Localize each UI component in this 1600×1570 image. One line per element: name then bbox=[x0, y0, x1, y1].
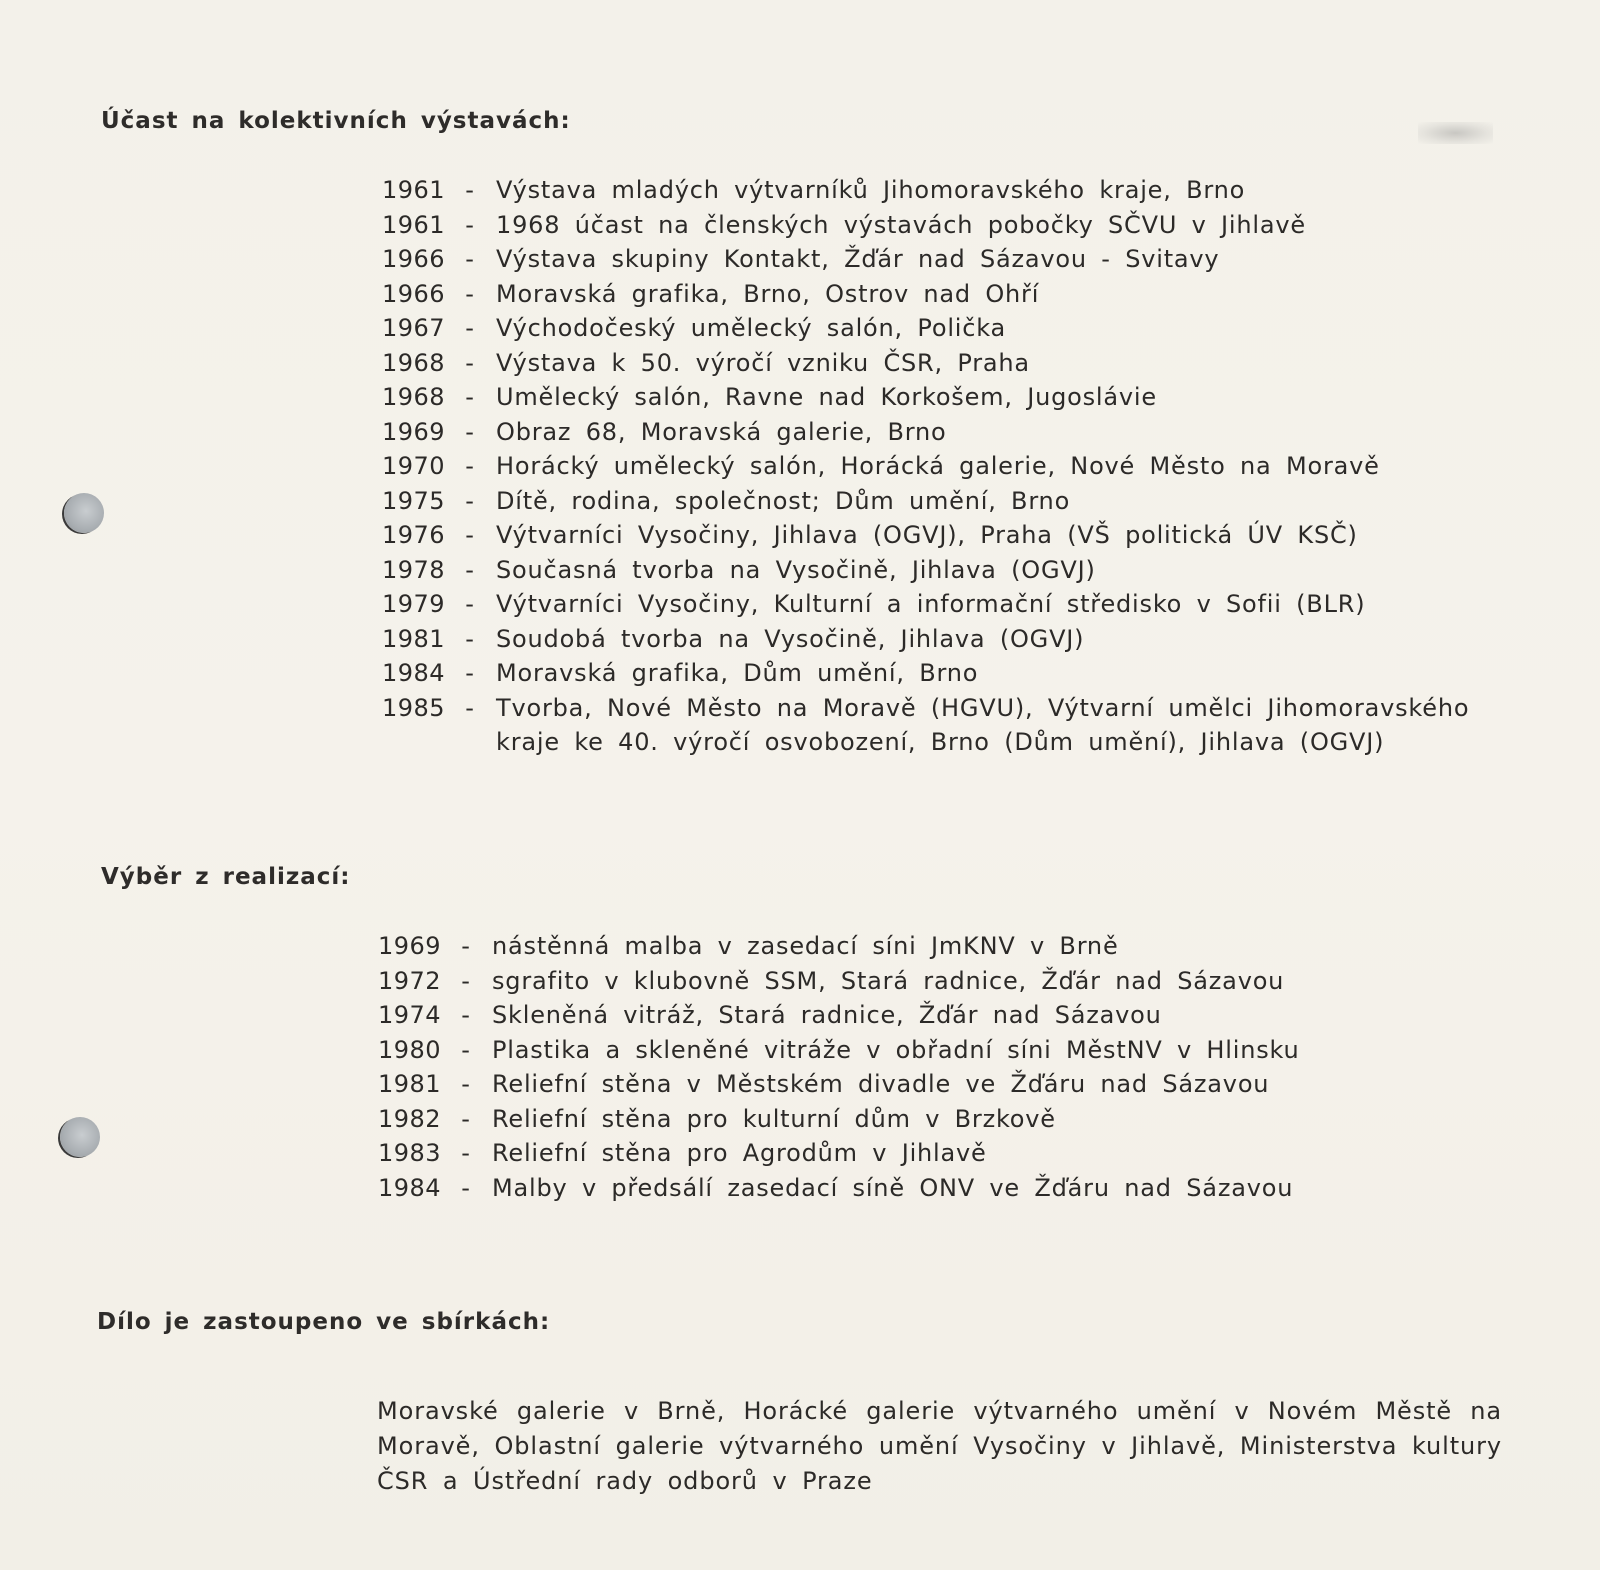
list-item bbox=[378, 1171, 1398, 1206]
realization-text: Reliefní stěna v Městském divadle ve Žďáru nad Sázavou bbox=[492, 1070, 1270, 1098]
dash: - bbox=[461, 1104, 471, 1133]
dash: - bbox=[465, 555, 475, 584]
realization-text: Plastika a skleněné vitráže v obřadní síni MěstNV v Hlinsku bbox=[492, 1035, 1300, 1064]
dash: - bbox=[465, 624, 475, 653]
dash: - bbox=[465, 210, 475, 239]
dash: - bbox=[461, 966, 471, 995]
list-item bbox=[378, 1067, 1398, 1102]
heading-exhibitions: Účast na kolektivních výstavách: bbox=[101, 108, 571, 134]
list-item bbox=[378, 964, 1398, 999]
list-item bbox=[382, 346, 1512, 381]
exhibition-text: Soudobá tvorba na Vysočině, Jihlava (OGVJ) bbox=[496, 624, 1085, 653]
dash: - bbox=[465, 417, 475, 446]
dash: - bbox=[461, 1139, 471, 1167]
dash: - bbox=[465, 659, 475, 687]
exhibition-text: Obraz 68, Moravská galerie, Brno bbox=[496, 417, 947, 446]
list-item bbox=[382, 518, 1512, 553]
year: 1983 bbox=[378, 1139, 442, 1167]
year: 1968 bbox=[382, 348, 446, 377]
year: 1972 bbox=[378, 966, 442, 995]
ink-smudge bbox=[1418, 122, 1493, 144]
heading-collections: Dílo je zastoupeno ve sbírkách: bbox=[97, 1309, 551, 1335]
year: 1966 bbox=[382, 279, 446, 308]
year: 1969 bbox=[382, 417, 446, 446]
dash: - bbox=[465, 590, 475, 618]
list-item bbox=[382, 484, 1512, 519]
year: 1981 bbox=[378, 1070, 442, 1098]
year: 1961 bbox=[382, 176, 446, 204]
dash: - bbox=[461, 1070, 471, 1098]
dash: - bbox=[465, 383, 475, 411]
exhibition-text: Moravská grafika, Dům umění, Brno bbox=[496, 659, 979, 687]
year: 1961 bbox=[382, 210, 446, 239]
year: 1970 bbox=[382, 452, 446, 480]
dash: - bbox=[461, 1173, 471, 1202]
list-item bbox=[378, 1033, 1398, 1068]
year: 1980 bbox=[378, 1035, 442, 1064]
punch-hole-top bbox=[64, 493, 104, 533]
collections-paragraph: Moravské galerie v Brně, Horácké galerie výtvarného umění v Novém Městě na Moravě, Oblastní galerie výtvarného umění Vysočiny v Jihlavě, Ministerstva kultury ČSR a Ústřední rady odborů v Praze bbox=[377, 1397, 1502, 1495]
year: 1967 bbox=[382, 314, 446, 342]
list-item bbox=[382, 380, 1512, 415]
exhibition-text: Výstava k 50. výročí vzniku ČSR, Praha bbox=[496, 348, 1030, 377]
realization-text: Skleněná vitráž, Stará radnice, Žďár nad Sázavou bbox=[492, 1001, 1162, 1029]
dash: - bbox=[465, 486, 475, 515]
year: 1969 bbox=[378, 932, 442, 960]
realization-text: Malby v předsálí zasedací síně ONV ve Žďáru nad Sázavou bbox=[492, 1173, 1294, 1202]
realization-text: nástěnná malba v zasedací síni JmKNV v Brně bbox=[492, 932, 1119, 960]
exhibition-text: Dítě, rodina, společnost; Dům umění, Brno bbox=[496, 486, 1071, 515]
realizations-list bbox=[378, 929, 1398, 1205]
realization-text: sgrafito v klubovně SSM, Stará radnice, Žďár nad Sázavou bbox=[492, 966, 1285, 995]
list-item bbox=[382, 311, 1512, 346]
list-item bbox=[382, 449, 1512, 484]
punch-hole-bottom bbox=[60, 1117, 100, 1157]
realization-text: Reliefní stěna pro Agrodům v Jihlavě bbox=[492, 1139, 987, 1167]
exhibition-text: Výtvarníci Vysočiny, Jihlava (OGVJ), Praha (VŠ politická ÚV KSČ) bbox=[496, 521, 1358, 549]
year: 1984 bbox=[378, 1173, 442, 1202]
year: 1976 bbox=[382, 521, 446, 549]
exhibitions-list bbox=[382, 173, 1512, 760]
list-item bbox=[382, 208, 1512, 243]
list-item bbox=[378, 929, 1398, 964]
dash: - bbox=[465, 176, 475, 204]
dash: - bbox=[461, 932, 471, 960]
list-item bbox=[378, 1102, 1398, 1137]
year: 1978 bbox=[382, 555, 446, 584]
list-item bbox=[382, 587, 1512, 622]
year: 1974 bbox=[378, 1001, 442, 1029]
dash: - bbox=[465, 452, 475, 480]
list-item bbox=[378, 1136, 1398, 1171]
dash: - bbox=[465, 314, 475, 342]
exhibition-text: Výstava skupiny Kontakt, Žďár nad Sázavou - Svitavy bbox=[496, 245, 1220, 273]
dash: - bbox=[461, 1001, 471, 1029]
list-item bbox=[382, 242, 1512, 277]
realization-text: Reliefní stěna pro kulturní dům v Brzkově bbox=[492, 1104, 1056, 1133]
year: 1984 bbox=[382, 659, 446, 687]
exhibition-text: Současná tvorba na Vysočině, Jihlava (OGVJ) bbox=[496, 555, 1096, 584]
exhibition-text: Moravská grafika, Brno, Ostrov nad Ohří bbox=[496, 279, 1040, 308]
list-item bbox=[382, 622, 1512, 657]
exhibition-text: Horácký umělecký salón, Horácká galerie, Nové Město na Moravě bbox=[496, 452, 1380, 480]
year: 1985 bbox=[382, 693, 446, 722]
list-item bbox=[382, 656, 1512, 691]
dash: - bbox=[465, 693, 475, 722]
exhibition-text: Tvorba, Nové Město na Moravě (HGVU), Výtvarní umělci Jihomoravského kraje ke 40. výročí osvobození, Brno (Dům umění), Jihlava (OGVJ) bbox=[496, 693, 1470, 756]
exhibition-text: Výtvarníci Vysočiny, Kulturní a informační středisko v Sofii (BLR) bbox=[496, 590, 1366, 618]
year: 1975 bbox=[382, 486, 446, 515]
list-item bbox=[382, 173, 1512, 208]
list-item bbox=[382, 691, 1512, 760]
exhibition-text: Výstava mladých výtvarníků Jihomoravského kraje, Brno bbox=[496, 176, 1246, 204]
year: 1968 bbox=[382, 383, 446, 411]
year: 1966 bbox=[382, 245, 446, 273]
list-item bbox=[382, 415, 1512, 450]
exhibition-text: Umělecký salón, Ravne nad Korkošem, Jugoslávie bbox=[496, 383, 1157, 411]
dash: - bbox=[461, 1035, 471, 1064]
dash: - bbox=[465, 521, 475, 549]
year: 1982 bbox=[378, 1104, 442, 1133]
dash: - bbox=[465, 245, 475, 273]
list-item bbox=[382, 553, 1512, 588]
year: 1981 bbox=[382, 624, 446, 653]
exhibition-text: 1968 účast na členských výstavách pobočky SČVU v Jihlavě bbox=[496, 210, 1306, 239]
heading-realizations: Výběr z realizací: bbox=[101, 864, 351, 890]
dash: - bbox=[465, 348, 475, 377]
list-item bbox=[378, 998, 1398, 1033]
dash: - bbox=[465, 279, 475, 308]
exhibition-text: Východočeský umělecký salón, Polička bbox=[496, 314, 1007, 342]
year: 1979 bbox=[382, 590, 446, 618]
list-item bbox=[382, 277, 1512, 312]
